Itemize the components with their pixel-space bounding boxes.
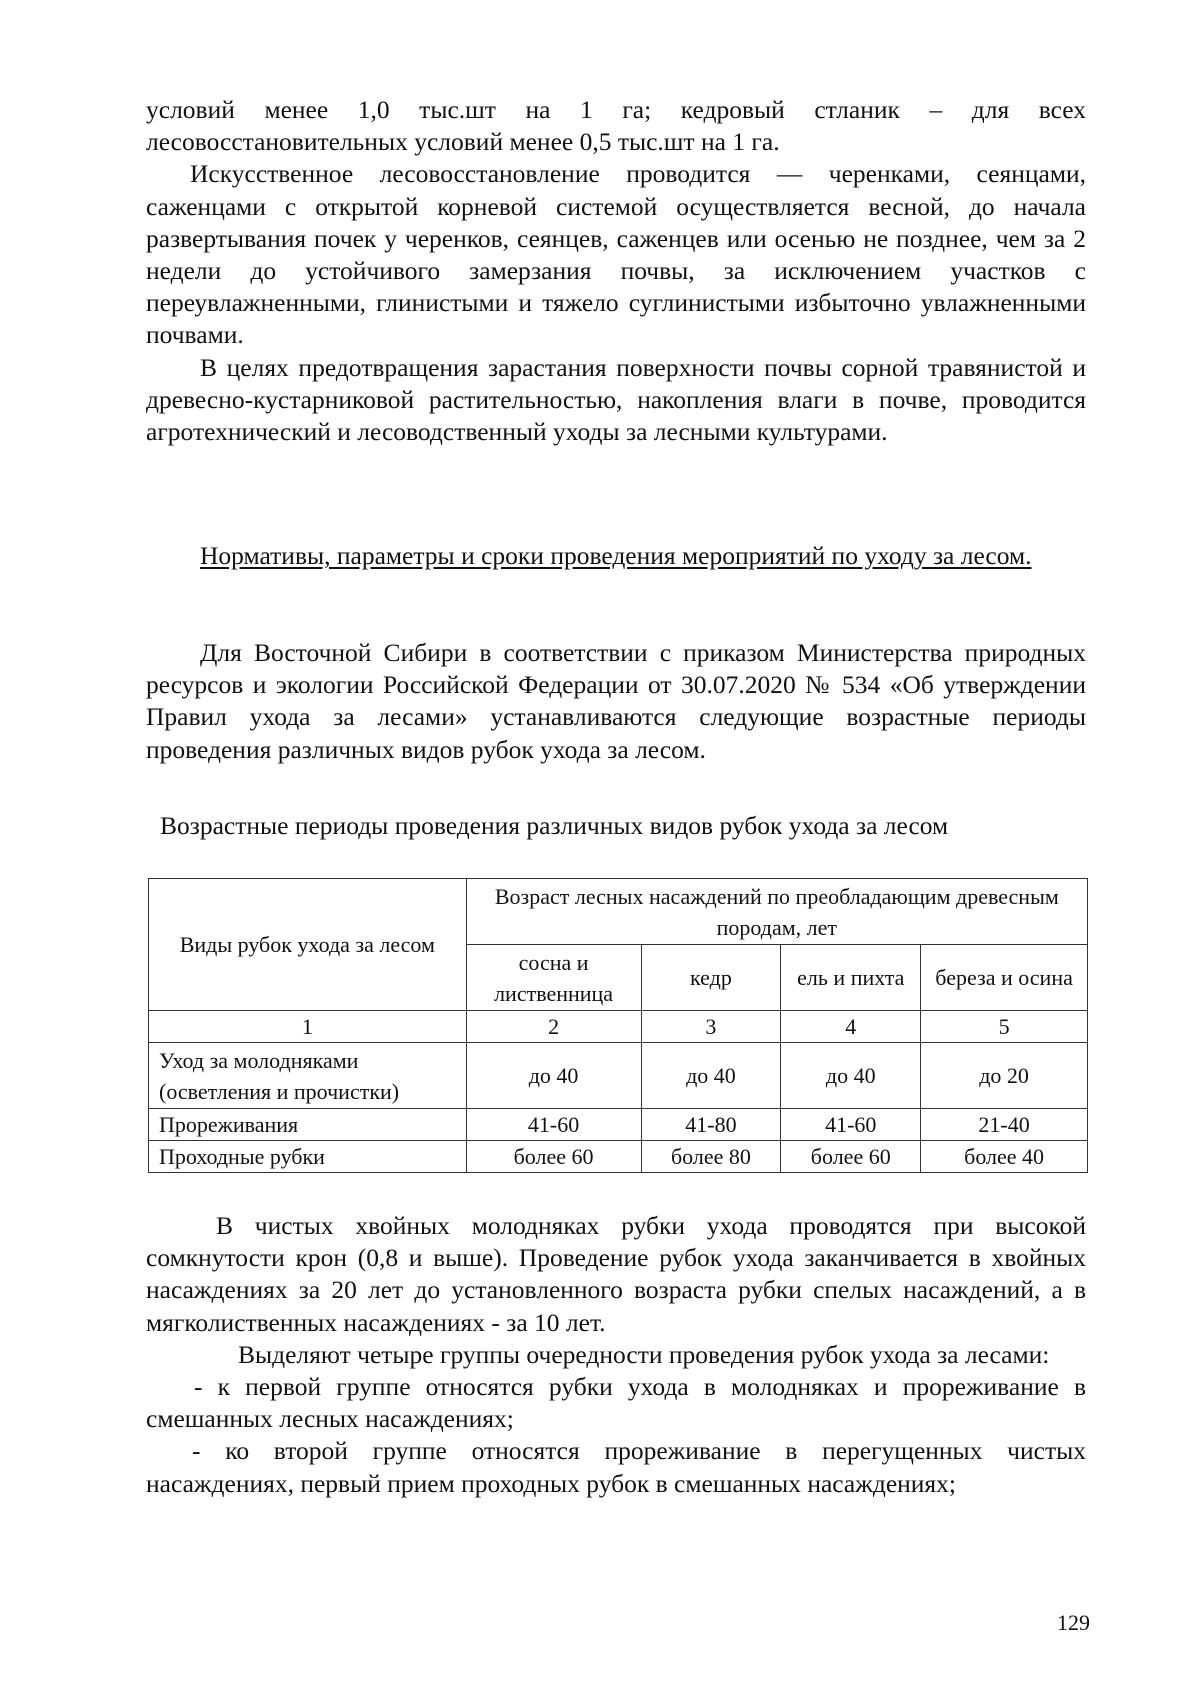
table-cell: до 40 (781, 1043, 921, 1109)
closing-text (146, 1210, 1086, 1500)
section-heading-block (146, 540, 1086, 572)
section-intro-block (146, 637, 1086, 766)
table-row (149, 1043, 1088, 1109)
table-cell: 41-60 (781, 1109, 921, 1141)
intro-text (146, 94, 1086, 448)
table-caption: Возрастные периоды проведения различных видов рубок ухода за лесом (160, 811, 949, 840)
row-cutting-type: Проходные рубки (149, 1141, 467, 1173)
table-header-row (149, 879, 1088, 945)
column-number: 2 (466, 1011, 641, 1043)
column-number: 4 (781, 1011, 921, 1043)
row-cutting-type: Прореживания (149, 1109, 467, 1141)
intro-paragraph-1: условий менее 1,0 тыс.шт на 1 га; кедровый стланик – для всех лесовосстановительных условий менее 0,5 тыс.шт на 1 га. (146, 95, 1086, 157)
table-cell: более 60 (466, 1141, 641, 1173)
table-cell: более 40 (921, 1141, 1088, 1173)
col-header-species: сосна и лиственница (466, 945, 641, 1011)
age-periods-table (148, 878, 1088, 1173)
col-header-cutting-types: Виды рубок ухода за лесом (149, 879, 467, 1011)
closing-paragraph-1: В чистых хвойных молодняках рубки ухода проводятся при высокой сомкнутости крон (0,8 и выше). Проведение рубок ухода заканчивается в хвойных насаждениях за 20 лет до установленного возраста рубки спелых насаждений, а в мягколиственных насаждениях - за 10 лет. (146, 1211, 1086, 1337)
page-number: 129 (1057, 1610, 1090, 1635)
col-header-species: кедр (641, 945, 781, 1011)
table-cell: до 20 (921, 1043, 1088, 1109)
intro-paragraph-2: Искусственное лесовосстановление проводится — черенками, сеянцами, саженцами с открытой корневой системой осуществляется весной, до начала развертывания почек у черенков, сеянцев, саженцев или осенью не позднее, чем за 2 недели до устойчивого замерзания почвы, за исключением участков с переувлажненными, глинистыми и тяжело суглинистыми избыточно увлажненными почвами. (146, 159, 1086, 350)
table-row (149, 1141, 1088, 1173)
list-item-second-group: - ко второй группе относятся прореживание в перегущенных чистых насаждениях, первый прием проходных рубок в смешанных насаждениях; (146, 1436, 1086, 1498)
table-cell: до 40 (466, 1043, 641, 1109)
col-header-species: ель и пихта (781, 945, 921, 1011)
column-number: 1 (149, 1011, 467, 1043)
row-cutting-type: Уход за молодняками (осветления и прочистки) (149, 1043, 467, 1109)
closing-paragraph-2: Выделяют четыре группы очередности проведения рубок ухода за лесами: (238, 1339, 1050, 1369)
table-column-numbers-row (149, 1011, 1088, 1043)
intro-paragraph-3: В целях предотвращения зарастания поверхности почвы сорной травянистой и древесно-кустарниковой растительностью, накопления влаги в почве, проводится агротехнический и лесоводственный уходы за лесными культурами. (146, 352, 1086, 447)
list-item-first-group: - к первой группе относятся рубки ухода в молодняках и прореживание в смешанных лесных насаждениях; (146, 1372, 1086, 1434)
column-number: 3 (641, 1011, 781, 1043)
table-row (149, 1109, 1088, 1141)
column-number: 5 (921, 1011, 1088, 1043)
table-cell: 21-40 (921, 1109, 1088, 1141)
table-cell: до 40 (641, 1043, 781, 1109)
col-header-species: береза и осина (921, 945, 1088, 1011)
section-paragraph: Для Восточной Сибири в соответствии с приказом Министерства природных ресурсов и экологии Российской Федерации от 30.07.2020 № 534 «Об утверждении Правил ухода за лесами» устанавливаются следующие возрастные периоды проведения различных видов рубок ухода за лесом. (146, 638, 1086, 764)
table-cell: более 80 (641, 1141, 781, 1173)
col-header-age-group: Возраст лесных насаждений по преобладающим древесным породам, лет (466, 879, 1087, 945)
table-cell: 41-60 (466, 1109, 641, 1141)
table-cell: более 60 (781, 1141, 921, 1173)
section-heading: Нормативы, параметры и сроки проведения мероприятий по уходу за лесом. (200, 541, 1032, 570)
table-cell: 41-80 (641, 1109, 781, 1141)
